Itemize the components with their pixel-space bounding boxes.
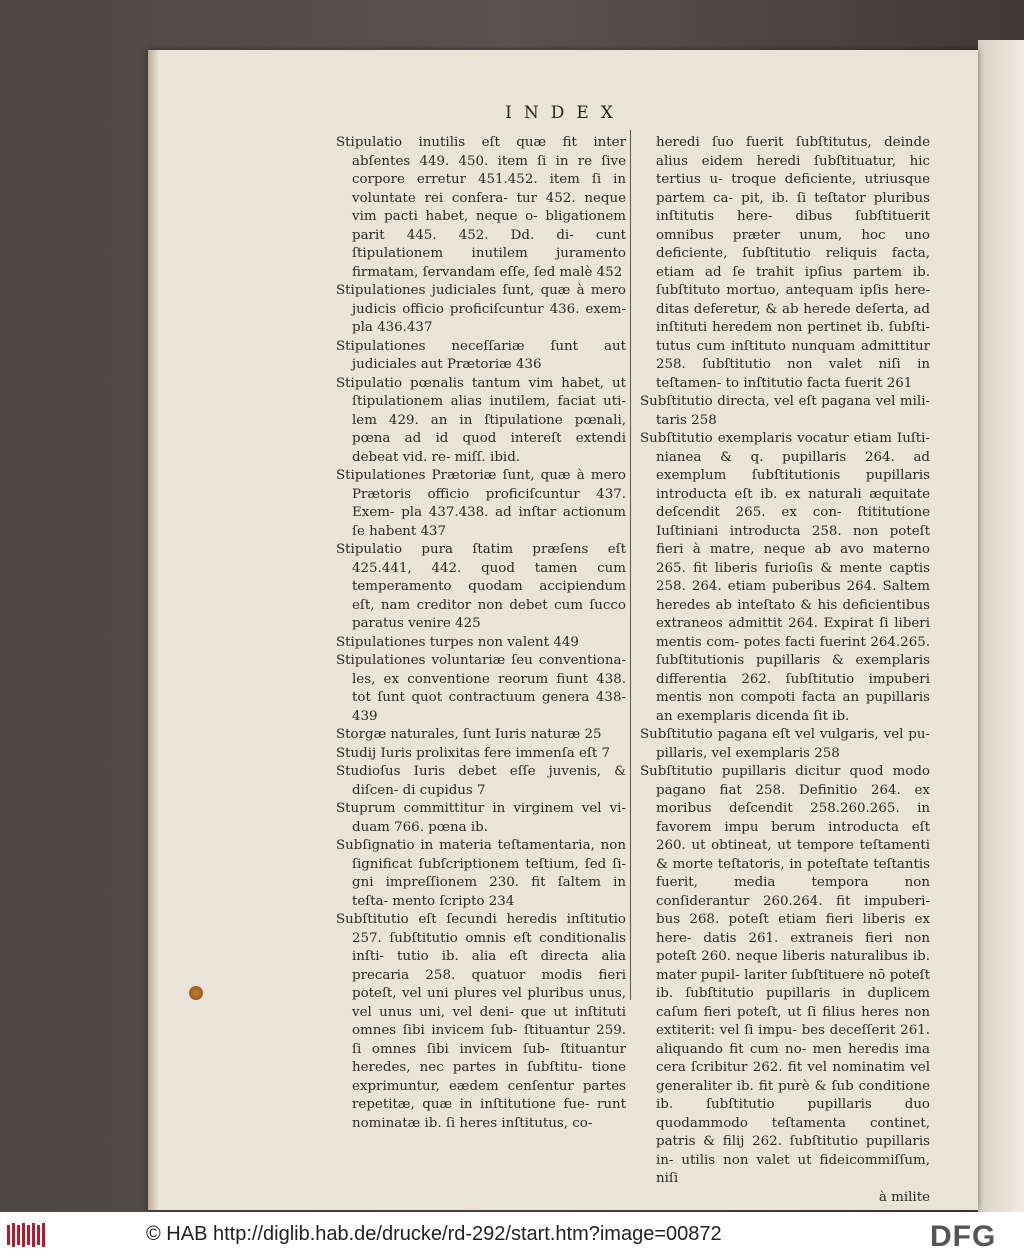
- index-entry: Stipulationes judiciales ſunt, quæ à mero judicis officio proficiſcuntur 436. exem- pla 436.437: [336, 283, 626, 335]
- dfg-logo: DFG: [930, 1220, 997, 1253]
- index-entry: Subſtitutio exemplaris vocatur etiam Iuſti- nianea & q. pupillaris 264. ad exemplum ſubſtitutionis pupillaris introducta eſt ib. ex naturali æquitate deſcendit 265. ex con- ſtititutione Iuſtiniani introducta 258. non poteſt fieri à matre, neque ab avo materno 265. fit liberis furioſis & mente captis 258. 264. etiam puberibus 264. Saltem heredes ab inteſtato & his deficientibus extraneos admittit 264. Expirat ſi liberi mentis com- potes facti fuerint 264.265. ſubſtitutionis pupillaris & exemplaris differentia 262. ſubſtitutio impuberi mentis non compoti facta an pupillaris an exemplaris dicenda ſit ib.: [640, 431, 930, 724]
- index-entry: Stipulatio inutilis eſt quæ fit inter abſentes 449. 450. item ſi in re ſive corpore erretur 451.452. item ſi in voluntate rei confera- tur 452. neque vim pacti habet, neque o- bligationem parit 445. 452. Dd. di- cunt ſtipulationem inutilem juramento firmatam, ſervandam eſſe, ſed malè 452: [336, 135, 626, 280]
- index-entry: Stipulationes voluntariæ ſeu conventiona- les, ex conventione reorum fiunt 438. tot ſunt quot contractuum genera 438-439: [336, 653, 626, 724]
- index-entry: Stipulatio pœnalis tantum vim habet, ut ſtipulationem alias inutilem, faciat uti- lem 429. an in ſtipulatione pœnali, pœna ad id quod intereſt extendi debeat vid. re- miſſ. ibid.: [336, 375, 626, 465]
- index-entry: Subſtitutio eſt ſecundi heredis inſtitutio 257. ſubſtitutio omnis eſt conditionalis inſti- tutio ib. alia eſt directa alia precaria 258. quatuor modis fieri poteſt, vel uni plures vel pluribus unus, vel unus uni, vel deni- que ut inſtituti omnes ſibi invicem ſub- ſtituantur 259. ſi omnes ſibi invicem ſub- ſtituantur heredes, nec partes in ſubſtitu- tione exprimuntur, eædem cenſentur partes repetitæ, quæ in inſtitutione fue- runt nominatæ ib. ſi heres inſtitutus, co-: [336, 912, 626, 1131]
- column-divider: [630, 130, 631, 1000]
- index-entry: Stuprum committitur in virginem vel vi- duam 766. pœna ib.: [336, 801, 626, 835]
- index-entry: Stipulationes neceſſariæ ſunt aut judiciales aut Prætoriæ 436: [336, 338, 626, 372]
- index-entry: Subſtitutio pagana eſt vel vulgaris, vel pu- pillaris, vel exemplaris 258: [640, 727, 930, 761]
- index-entry: Studioſus Iuris debet eſſe juvenis, & diſcen- di cupidus 7: [336, 764, 626, 798]
- index-entry: Subſignatio in materia teſtamentaria, non ſignificat ſubſcriptionem teſtium, ſed ſi- gni impreſſionem 230. fit ſaltem in teſta- mento ſcripto 234: [336, 838, 626, 909]
- catchword: à milite: [878, 1189, 930, 1205]
- right-column: [640, 134, 930, 1207]
- left-column: [336, 134, 626, 1133]
- hab-logo-icon: [6, 1222, 46, 1248]
- index-entry: heredi ſuo fuerit ſubſtitutus, deinde alius eidem heredi ſubſtituatur, hic tertius u- troque deficiente, utriusque partem ca- pit, ib. ſi teſtator pluribus inſtitutis here- dibus ſubſtituerit omnibus præter unum, hoc uno deficiente, ſubſtitutio reliquis facta, etiam ad ſe trahit ipſius partem ib. ſubſtituto mortuo, antequam ipſis here- ditas deferetur, & ab herede deſerta, ad inſtituti heredem non pertinet ib. ſubſti- tutus cum inſtituto nunquam admittitur 258. ſubſtitutio non valet niſi in teſtamen- to inſtitutio facta fuerit 261: [656, 135, 930, 391]
- paper-stain: [189, 986, 203, 1000]
- index-entry: Studij Iuris prolixitas fere immenſa eſt 7: [336, 745, 611, 761]
- copyright-link[interactable]: © HAB http://diglib.hab.de/drucke/rd-292/start.htm?image=00872: [146, 1223, 722, 1245]
- index-entry: Subſtitutio pupillaris dicitur quod modo pagano fiat 258. Definitio 264. ex moribus deſcendit 258.260.265. in favorem impu berum introducta eſt 260. ut obtineat, ut tempore teſtamenti & morte teſtatoris, in poteſtate teſtantis fuerit, media tempora non conſiderantur 260.264. fit impuberi- bus 268. poteſt etiam fieri liberis ex here- datis 261. extraneis fieri non poteſt 260. neque liberis naturalibus ib. mater pupil- lariter ſubſtituere nō poteſt ib. ſubſtitutio pupillaris in duplicem caſum fieri poteſt, ut ſi filius heres non extiterit: vel ſi impu- bes deceſſerit 261. aliquando fit cum no- men heredis ima cera ſcribitur 262. fit vel nominatim vel generaliter ib. fit purè & ſub conditione ib. ſubſtitutio pupillaris duo quodammodo teſtamenta continet, patris & filij 262. ſubſtitutio pupillaris in- utilis non valet ut fideicommiſſum, niſi: [640, 764, 930, 1186]
- index-entry: Stipulatio pura ſtatim præſens eſt 425.441, 442. quod tamen cum temperamento quodam accipiendum eſt, nam creditor non debet cum ſucco paratus venire 425: [336, 542, 626, 631]
- index-entry: Storgæ naturales, ſunt Iuris naturæ 25: [336, 727, 602, 742]
- index-entry: Stipulationes turpes non valent 449: [336, 634, 579, 650]
- page-binding-edge: [148, 50, 158, 1210]
- index-entry: Subſtitutio directa, vel eſt pagana vel mili- taris 258: [640, 394, 930, 428]
- adjacent-page-edge: [978, 40, 1024, 1212]
- page-header: INDEX: [505, 103, 625, 123]
- index-entry: Stipulationes Prætoriæ ſunt, quæ à mero Prætoris officio proficiſcuntur 437. Exem- pla 437.438. ad inſtar actionum ſe habent 437: [336, 468, 626, 539]
